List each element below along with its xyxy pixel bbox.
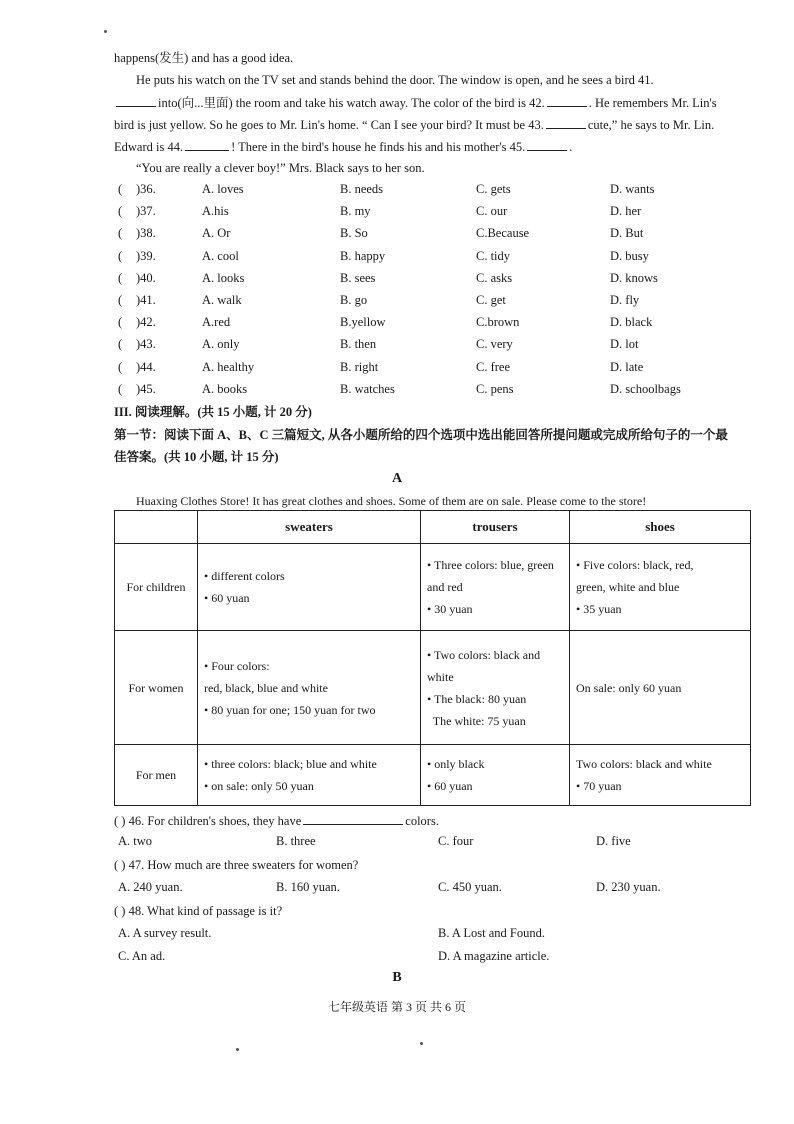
option-row [0, 226, 794, 246]
option-b[interactable]: B. my [340, 204, 371, 219]
passage-line-3 [114, 94, 717, 111]
question-number: )39. [136, 248, 156, 263]
option-a[interactable]: A. books [202, 381, 248, 396]
cell-shoes [570, 631, 751, 745]
cell-line: The white: 75 yuan [427, 713, 526, 728]
answer-paren[interactable]: ( [118, 359, 123, 374]
question-46 [114, 812, 439, 829]
table-header-row [115, 511, 751, 544]
cell-line: • The black: 80 yuan [427, 691, 527, 706]
option-a[interactable]: A. walk [202, 293, 242, 307]
cell-line: On sale: only 60 yuan [576, 680, 682, 695]
instructions-line-2: 佳答案。(共 10 小题, 计 15 分) [114, 450, 279, 464]
cell-line: and red [427, 580, 463, 595]
option-b[interactable]: B. watches [340, 381, 395, 396]
option-row [0, 360, 794, 380]
option-row [0, 204, 794, 224]
cell-line: • 30 yuan [427, 602, 473, 617]
option-c[interactable]: C. our [476, 204, 508, 219]
passage-text: . [569, 140, 573, 154]
option-d[interactable]: D. wants [610, 182, 655, 196]
option-d[interactable]: D. five [596, 834, 631, 848]
option-d[interactable]: D. late [610, 359, 644, 374]
blank-42[interactable] [547, 94, 587, 107]
passage-text: Edward is 44. [114, 140, 184, 154]
option-row [0, 182, 794, 202]
blank-41[interactable] [116, 94, 156, 107]
question-number: )42. [136, 315, 156, 330]
option-a[interactable]: A. A survey result. [118, 926, 212, 940]
scan-speck [236, 1048, 239, 1051]
option-row [0, 382, 794, 402]
option-b[interactable]: B. then [340, 337, 377, 352]
answer-paren[interactable]: ( [118, 226, 123, 241]
option-row [0, 315, 794, 335]
question-number: )44. [136, 359, 156, 374]
option-a[interactable]: A. Or [202, 226, 231, 241]
passage-text: bird is just yellow. So he goes to Mr. Lin's home. “ Can I see your bird? It must be 43. [114, 118, 544, 132]
passage-line-4 [114, 116, 714, 133]
cell-line: • three colors: black; blue and white [204, 756, 377, 771]
passage-text: cute,” he says to Mr. Lin. [587, 118, 715, 132]
table-header-cell: shoes [570, 511, 751, 544]
store-intro: Huaxing Clothes Store! It has great clothes and shoes. Some of them are on sale. Please come to the store! [136, 494, 647, 508]
option-row [0, 271, 794, 291]
cell-line: • 60 yuan [204, 591, 250, 606]
option-b[interactable]: B. right [340, 359, 379, 374]
answer-paren[interactable]: ( [118, 381, 123, 396]
cell-trousers [421, 631, 570, 745]
cell-line: • Four colors: [204, 658, 270, 673]
answer-paren[interactable]: ( [118, 337, 123, 352]
option-c[interactable]: C.Because [476, 226, 530, 241]
table-row [115, 631, 751, 745]
answer-paren[interactable]: ( [118, 270, 123, 285]
question-47-options [0, 880, 794, 900]
answer-paren[interactable]: ( [118, 315, 123, 330]
cell-line: • 80 yuan for one; 150 yuan for two [204, 702, 376, 717]
table-header-cell: trousers [421, 511, 570, 544]
option-a[interactable]: A. 240 yuan. [118, 880, 183, 894]
question-48-options-row-1 [0, 926, 794, 946]
option-b[interactable]: B.yellow [340, 315, 386, 330]
cell-trousers [421, 744, 570, 805]
option-c[interactable]: C. 450 yuan. [438, 880, 502, 894]
row-label: For women [115, 631, 198, 745]
table-header-cell: sweaters [198, 511, 421, 544]
cell-sweaters [198, 631, 421, 745]
cell-line: • on sale: only 50 yuan [204, 778, 314, 793]
option-row [0, 337, 794, 357]
option-b[interactable]: B. 160 yuan. [276, 880, 340, 894]
passage-line-6: “You are really a clever boy!” Mrs. Black says to her son. [136, 161, 425, 175]
passage-letter-a: A [391, 471, 403, 486]
option-c[interactable]: C. four [438, 834, 474, 848]
cell-line: • different colors [204, 569, 285, 584]
cell-shoes [570, 544, 751, 631]
row-label: For men [115, 744, 198, 805]
question-text: ( ) 46. For children's shoes, they have [114, 814, 302, 828]
answer-paren[interactable]: ( [118, 204, 123, 219]
cell-line: Two colors: black and white [576, 756, 712, 771]
question-number: )36. [136, 182, 156, 196]
cell-line: • Five colors: black, red, [576, 558, 694, 573]
cell-line: • 35 yuan [576, 602, 622, 617]
cell-line: • 60 yuan [427, 778, 473, 793]
passage-text: ! There in the bird's house he finds his and his mother's 45. [231, 140, 526, 154]
table-header-cell [115, 511, 198, 544]
option-c[interactable]: C. tidy [476, 248, 511, 263]
option-d[interactable]: D. schoolbags [610, 381, 681, 396]
option-a[interactable]: A. loves [202, 182, 244, 196]
table-row [115, 544, 751, 631]
question-48: ( ) 48. What kind of passage is it? [114, 904, 283, 918]
question-text: colors. [405, 814, 439, 828]
option-b[interactable]: B. A Lost and Found. [438, 926, 545, 940]
cell-line: green, white and blue [576, 580, 680, 595]
table-row [115, 744, 751, 805]
cell-line: • Two colors: black and [427, 647, 541, 662]
question-46-options [0, 834, 794, 854]
cell-line: • 70 yuan [576, 778, 622, 793]
option-d[interactable]: D. her [610, 204, 642, 219]
passage-line-2: He puts his watch on the TV set and stands behind the door. The window is open, and he sees a bird 41. [136, 73, 654, 87]
answer-paren[interactable]: ( [118, 248, 123, 263]
price-table [114, 510, 751, 806]
cell-line: • Three colors: blue, green [427, 558, 554, 573]
question-48-options-row-2 [0, 949, 794, 969]
blank-44[interactable] [185, 138, 229, 151]
option-a[interactable]: A. healthy [202, 359, 255, 374]
question-number: )38. [136, 226, 156, 241]
blank-45[interactable] [527, 138, 567, 151]
option-c[interactable]: C. very [476, 337, 513, 352]
option-c[interactable]: C.brown [476, 315, 520, 330]
option-a[interactable]: A. two [118, 834, 153, 848]
question-number: )41. [136, 293, 156, 307]
row-label: For children [115, 544, 198, 631]
passage-text: . He remembers Mr. Lin's [588, 96, 717, 110]
option-c[interactable]: C. pens [476, 381, 514, 396]
cell-line: • only black [427, 756, 485, 771]
option-a[interactable]: A. only [202, 337, 240, 352]
option-d[interactable]: D. knows [610, 270, 658, 285]
option-d[interactable]: D. fly [610, 293, 640, 307]
instructions-line-1: 第一节：阅读下面 A、B、C 三篇短文, 从各小题所给的四个选项中选出能回答所提问题或完成所给句子的一个最 [114, 428, 728, 442]
section-heading: III. 阅读理解。(共 15 小题, 计 20 分) [114, 405, 312, 419]
cell-trousers [421, 544, 570, 631]
blank-43[interactable] [546, 116, 586, 129]
cell-shoes [570, 744, 751, 805]
cell-sweaters [198, 544, 421, 631]
option-d[interactable]: D. A magazine article. [438, 949, 550, 963]
option-b[interactable]: B. needs [340, 182, 384, 196]
scan-speck [420, 1042, 423, 1045]
passage-line-1: happens(发生) and has a good idea. [114, 51, 294, 65]
cell-line: red, black, blue and white [204, 680, 328, 695]
option-d[interactable]: D. lot [610, 337, 639, 352]
option-a[interactable]: A.his [202, 204, 229, 219]
option-b[interactable]: B. happy [340, 248, 386, 263]
option-b[interactable]: B. three [276, 834, 316, 848]
option-c[interactable]: C. free [476, 359, 511, 374]
option-row [0, 293, 794, 313]
answer-blank[interactable] [303, 812, 403, 825]
scan-speck [104, 30, 107, 33]
question-number: )45. [136, 381, 156, 396]
option-row [0, 249, 794, 269]
question-47: ( ) 47. How much are three sweaters for women? [114, 858, 359, 872]
question-number: )43. [136, 337, 156, 352]
passage-text: into(向...里面) the room and take his watch away. The color of the bird is 42. [158, 96, 545, 110]
option-b[interactable]: B. sees [340, 270, 376, 285]
option-d[interactable]: D. busy [610, 248, 649, 263]
option-d[interactable]: D. black [610, 315, 653, 330]
answer-paren[interactable]: ( [118, 293, 123, 307]
option-c[interactable]: C. asks [476, 270, 513, 285]
option-d[interactable]: D. 230 yuan. [596, 880, 661, 894]
answer-paren[interactable]: ( [118, 182, 123, 196]
passage-letter-b: B [392, 970, 402, 985]
option-a[interactable]: A.red [202, 315, 231, 330]
passage-line-5 [114, 138, 572, 155]
question-number: )37. [136, 204, 156, 219]
option-c[interactable]: C. gets [476, 182, 511, 196]
option-b[interactable]: B. go [340, 293, 368, 307]
option-b[interactable]: B. So [340, 226, 368, 241]
option-c[interactable]: C. An ad. [118, 949, 166, 963]
question-number: )40. [136, 270, 156, 285]
page-footer: 七年级英语 第 3 页 共 6 页 [327, 1000, 466, 1014]
option-a[interactable]: A. looks [202, 270, 245, 285]
cell-sweaters [198, 744, 421, 805]
option-d[interactable]: D. But [610, 226, 644, 241]
option-c[interactable]: C. get [476, 293, 506, 307]
option-a[interactable]: A. cool [202, 248, 239, 263]
cell-line: white [427, 669, 454, 684]
